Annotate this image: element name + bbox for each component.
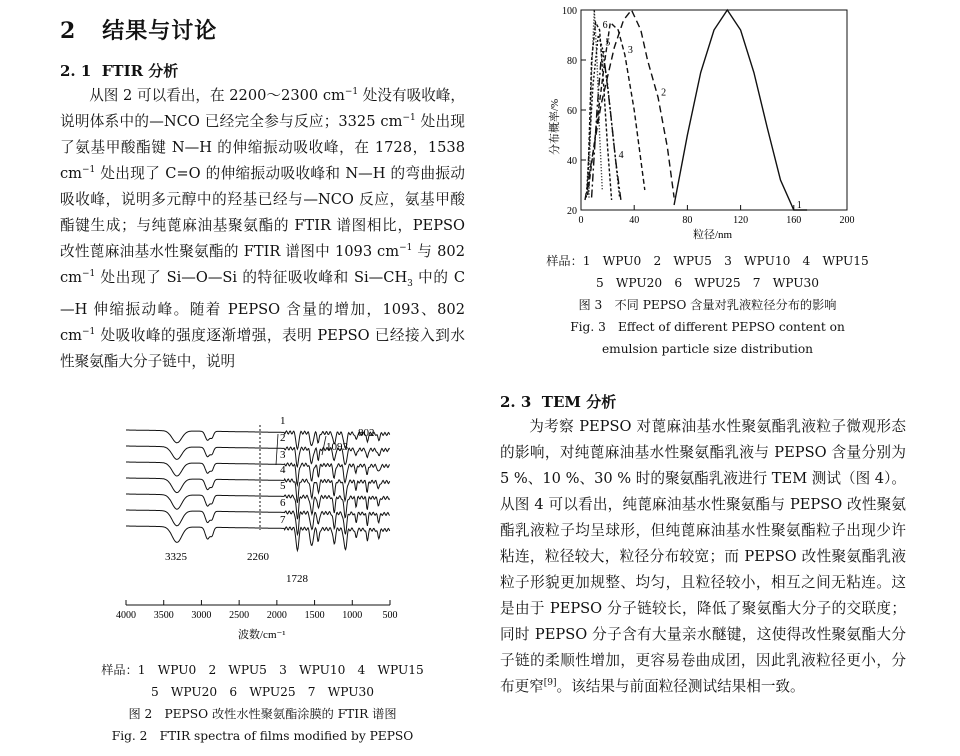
fig2-spectrum-1 (126, 430, 390, 449)
section-heading (60, 14, 217, 45)
fig3-caption-en-2: emulsion particle size distribution (601, 342, 814, 356)
fig3-series-label-5: 5 (605, 37, 611, 49)
fig2-x-tick-label: 2000 (266, 610, 287, 621)
subsection-title: FTIR 分析 (101, 62, 179, 80)
fig2-curve-label-5: 5 (280, 480, 286, 492)
fig2-x-tick-label: 3500 (153, 610, 174, 621)
fig2-spectrum-3 (126, 462, 390, 485)
fig3-series-line-1 (674, 10, 807, 210)
fig3-x-tick-label: 80 (682, 215, 693, 226)
subsection-number: 2. 1 (60, 62, 92, 80)
fig3-legend-line-1: 样品：1 WPU0 2 WPU5 3 WPU10 4 WPU15 (546, 254, 869, 268)
subsection-title: TEM 分析 (541, 393, 617, 411)
fig2-curve-label-2: 2 (280, 432, 286, 444)
fig2-caption-en: Fig. 2 FTIR spectra of films modified by PEPSO (111, 729, 414, 743)
fig2-curve-label-6: 6 (280, 497, 286, 509)
fig3-caption-en-1: Fig. 3 Effect of different PEPSO content on (570, 320, 845, 334)
fig2-spectrum-7 (126, 526, 390, 551)
fig2-annot-1093: 1093 (326, 441, 348, 453)
fig2-legend-line-2: 5 WPU20 6 WPU25 7 WPU30 (150, 685, 375, 699)
subsection-heading-tem (500, 391, 616, 412)
fig3-series (585, 10, 807, 211)
fig3-x-tick-label: 120 (733, 215, 749, 226)
fig3-caption-cn: 图 3 不同 PEPSO 含量对乳液粒径分布的影响 (578, 298, 837, 312)
fig3-series-label-4: 4 (618, 150, 624, 161)
fig2-x-tick-label: 4000 (116, 610, 136, 621)
fig2-legend-line-1: 样品：1 WPU0 2 WPU5 3 WPU10 4 WPU15 (101, 663, 424, 677)
fig2-curve-label-3: 3 (280, 449, 286, 461)
fig3-y-axis-label: 分布概率/% (549, 98, 561, 155)
fig3-particle-size-chart (535, 0, 865, 245)
fig3-x-tick-label: 160 (786, 215, 802, 226)
fig2-ftir-chart (90, 410, 430, 650)
tem-paragraph: 为考察 PEPSO 对蓖麻油基水性聚氨酯乳液粒子微观形态的影响，对纯蓖麻油基水性聚氨酯乳液与 PEPSO 含量分别为 5 %、10 %、30 % 时的聚氨酯乳液进行 TEM 测试（图 4）。从图 4 可以看出，纯蓖麻油基水性聚氨酯与 PEPSO 改性聚氨酯乳液粒子均呈球形，但纯蓖麻油基水性聚氨酯粒子出现少许粘连，粒径较大，粒径分布较宽；而 PEPSO 改性聚氨酯乳液粒子形貌更加规整、均匀，且粒径较小，相互之间无粘连。这是由于 PEPSO 分子链较长，降低了聚氨酯大分子的交联度；同时 PEPSO 分子含有大量亲水醚键，这使得改性聚氨酯大分子链的柔顺性增加，更容易卷曲成团，因此乳液粒径更小，分布更窄[9]。该结果与前面粒径测试结果相一致。 (500, 418, 906, 695)
fig2-x-tick-label: 2500 (229, 610, 250, 621)
fig2-annot-1728: 1728 (286, 573, 308, 585)
fig2-x-tick-label: 500 (382, 610, 398, 621)
subsection-number: 2. 3 (500, 393, 532, 411)
fig3-x-axis-label: 粒径/nm (693, 229, 733, 241)
fig3-series-label-1: 1 (796, 200, 802, 211)
fig3-x-tick-label: 40 (629, 215, 640, 226)
fig2-x-tick-label: 1500 (304, 610, 325, 621)
fig2-x-axis-label: 波数/cm⁻¹ (238, 629, 286, 641)
fig2-annot-3325: 3325 (165, 551, 187, 563)
fig2-x-tick-label: 1000 (342, 610, 363, 621)
fig3-y-tick-label: 20 (567, 206, 577, 217)
subsection-heading-ftir (60, 60, 178, 81)
fig2-curve-label-7: 7 (280, 514, 286, 526)
fig2-caption-cn: 图 2 PEPSO 改性水性聚氨酯涂膜的 FTIR 谱图 (128, 707, 397, 721)
fig3-legend (535, 250, 880, 360)
fig2-curve-label-1: 1 (280, 415, 286, 427)
fig3-y-tick-label: 100 (562, 6, 577, 17)
fig3-y-tick-label: 60 (567, 106, 577, 117)
fig3-series-label-6: 6 (602, 20, 608, 31)
fig3-series-label-3: 3 (627, 45, 633, 56)
fig2-legend (60, 659, 465, 747)
fig3-y-tick-label: 80 (567, 56, 577, 67)
section-title: 结果与讨论 (102, 18, 218, 44)
fig2-annot-802: 802 (358, 427, 375, 439)
fig3-x-tick-label: 200 (839, 215, 855, 226)
fig3-x-tick-label: 0 (578, 215, 584, 226)
fig3-y-tick-label: 40 (567, 156, 577, 167)
fig2-x-tick-label: 3000 (191, 610, 212, 621)
fig2-spectrum-4 (126, 478, 390, 503)
fig2-spectra (126, 430, 390, 551)
fig2-x-axis (116, 600, 398, 621)
fig3-legend-line-2: 5 WPU20 6 WPU25 7 WPU30 (595, 276, 820, 290)
ftir-paragraph: 从图 2 可以看出，在 2200～2300 $cm^{-1}$ 处没有吸收峰，说明体系中的—NCO 已经完全参与反应；3325 $cm^{-1}$ 处出现了氨基甲酸酯键 N—H 的伸缩振动吸收峰，在 1728，1538 $cm^{-1}$ 处出现了 C=O 的伸缩振动吸收峰和 N—H 的弯曲振动吸收峰，说明多元醇中的羟基已经与—NCO 反应，氨基甲酸酯键生成；与纯蓖麻油基聚氨酯的 FTIR 谱图相比，PEPSO 改性蓖麻油基水性聚氨酯的 FTIR 谱图中 1093 $cm^{-1}$ 与 802 $cm^{-1}$ 处出现了 Si—O—Si 的特征吸收峰和 $Si—CH_3$ 中的 C—H 伸缩振动峰。随着 PEPSO 含量的增加，1093、802 $cm^{-1}$ 处吸收峰的强度逐渐增强，表明 PEPSO 已经接入到水性聚氨酯大分子链中，说明 (60, 87, 466, 370)
fig2-curve-label-4: 4 (280, 464, 286, 476)
fig3-series-label-2: 2 (661, 87, 667, 99)
fig2-spectrum-5 (126, 494, 390, 519)
fig2-annot-2260: 2260 (247, 551, 269, 563)
section-number: 2 (60, 18, 77, 44)
fig3-series-label-7: 7 (599, 50, 605, 61)
